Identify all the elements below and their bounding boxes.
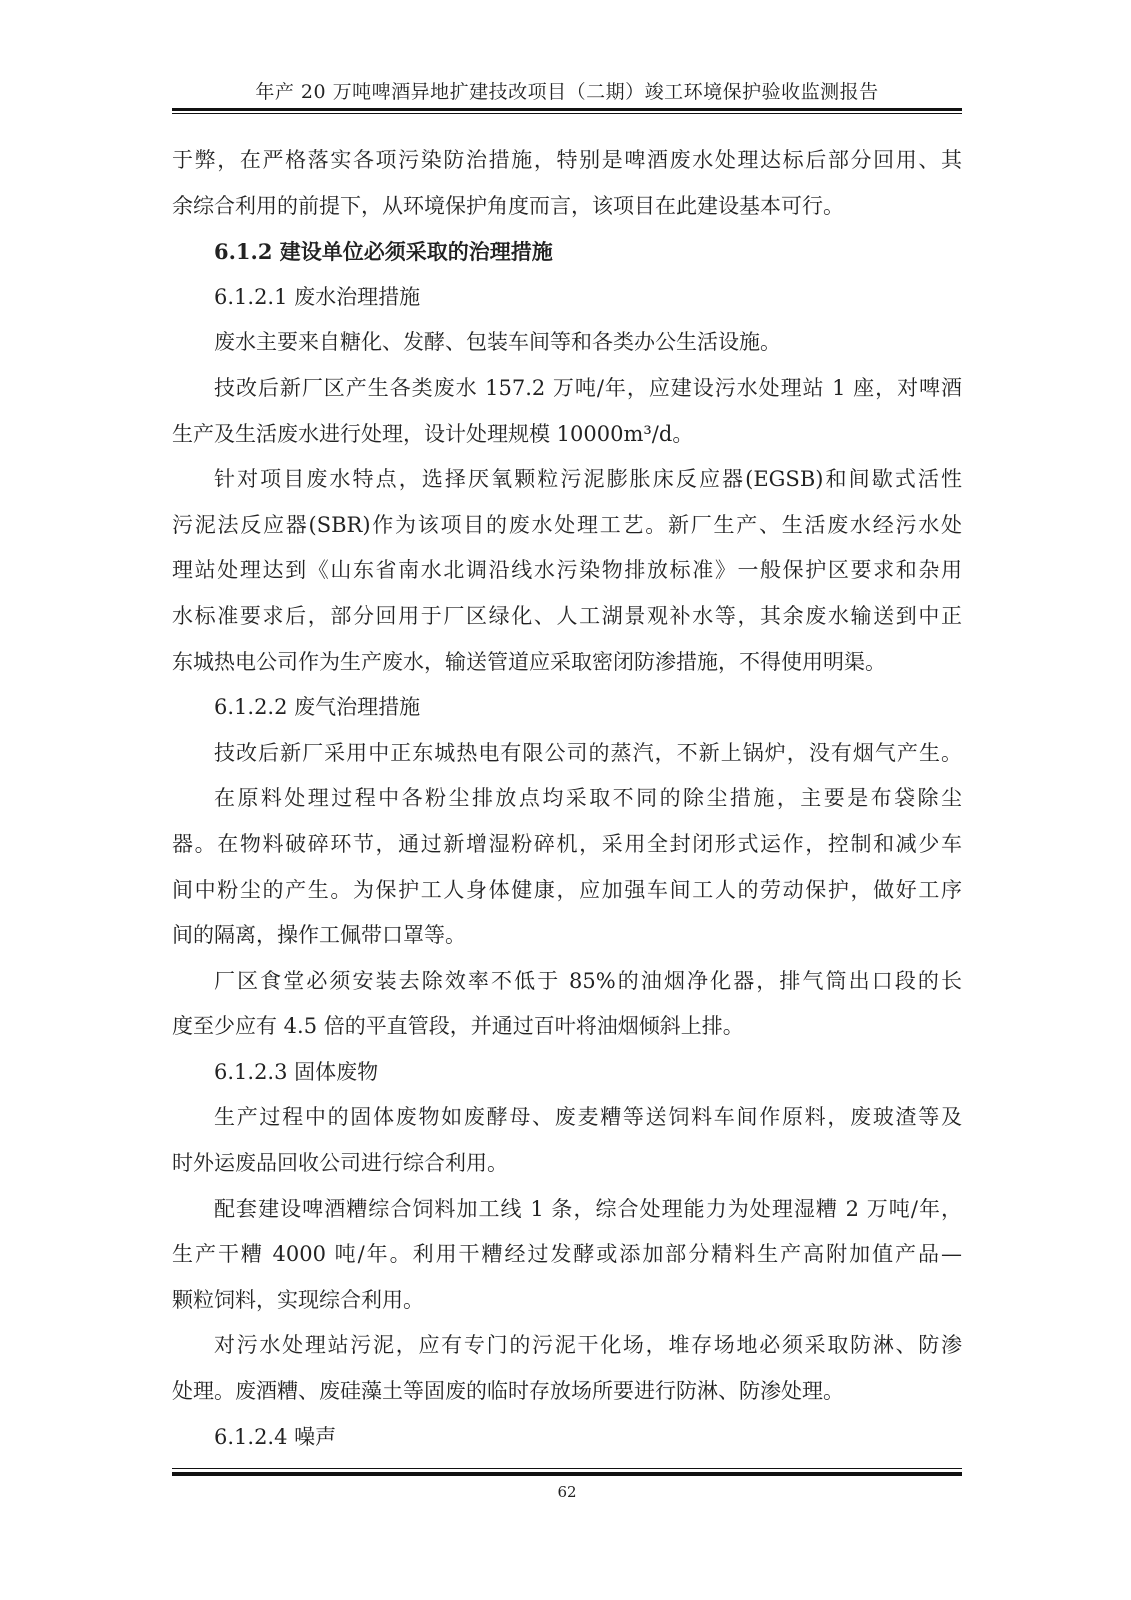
text-line: 理站处理达到《山东省南水北调沿线水污染物排放标准》一般保护区要求和杂用	[172, 558, 962, 583]
subsection-heading: 6.1.2.3 固体废物	[214, 1059, 379, 1084]
text-line: 间的隔离，操作工佩带口罩等。	[172, 923, 466, 948]
text-line: 废水主要来自糖化、发酵、包装车间等和各类办公生活设施。	[214, 330, 781, 355]
text-line: 生产过程中的固体废物如废酵母、废麦糟等送饲料车间作原料，废玻渣等及	[214, 1105, 962, 1130]
text-line: 度至少应有 4.5 倍的平直管段，并通过百叶将油烟倾斜上排。	[172, 1014, 744, 1039]
page-header: 年产 20 万吨啤酒异地扩建技改项目（二期）竣工环境保护验收监测报告	[255, 81, 879, 103]
text-line: 颗粒饲料，实现综合利用。	[172, 1287, 424, 1312]
body-text	[172, 138, 962, 1460]
text-line: 生产干糟 4000 吨/年。利用干糟经过发酵或添加部分精料生产高附加值产品—	[172, 1242, 962, 1267]
text-line: 时外运废品回收公司进行综合利用。	[172, 1151, 508, 1176]
text-line: 在原料处理过程中各粉尘排放点均采取不同的除尘措施，主要是布袋除尘	[214, 786, 962, 811]
text-line: 对污水处理站污泥，应有专门的污泥干化场，堆存场地必须采取防淋、防渗	[214, 1333, 962, 1358]
text-line: 厂区食堂必须安装去除效率不低于 85%的油烟净化器，排气筒出口段的长	[214, 968, 962, 993]
text-line: 余综合利用的前提下，从环境保护角度而言，该项目在此建设基本可行。	[172, 193, 844, 218]
footer-rule-thin	[172, 1468, 962, 1469]
page-number: 62	[557, 1483, 577, 1501]
text-line: 技改后新厂采用中正东城热电有限公司的蒸汽，不新上锅炉，没有烟气产生。	[214, 740, 962, 765]
subsection-heading: 6.1.2.4 噪声	[214, 1424, 337, 1449]
text-line: 东城热电公司作为生产废水，输送管道应采取密闭防渗措施，不得使用明渠。	[172, 649, 886, 674]
subsection-heading: 6.1.2.1 废水治理措施	[214, 284, 421, 309]
text-line: 技改后新厂区产生各类废水 157.2 万吨/年，应建设污水处理站 1 座，对啤酒	[214, 375, 962, 400]
header-rule-thin	[172, 113, 962, 114]
text-line: 器。在物料破碎环节，通过新增湿粉碎机，采用全封闭形式运作，控制和减少车	[172, 831, 962, 856]
section-heading: 6.1.2 建设单位必须采取的治理措施	[214, 239, 553, 265]
text-line: 生产及生活废水进行处理，设计处理规模 10000m³/d。	[172, 421, 694, 446]
text-line: 间中粉尘的产生。为保护工人身体健康，应加强车间工人的劳动保护，做好工序	[172, 877, 962, 902]
header-rule	[172, 108, 962, 111]
text-line: 针对项目废水特点，选择厌氧颗粒污泥膨胀床反应器(EGSB)和间歇式活性	[214, 467, 962, 492]
text-line: 水标准要求后，部分回用于厂区绿化、人工湖景观补水等，其余废水输送到中正	[172, 603, 962, 628]
text-line: 配套建设啤酒糟综合饲料加工线 1 条，综合处理能力为处理湿糟 2 万吨/年，	[214, 1196, 962, 1221]
text-line: 于弊，在严格落实各项污染防治措施，特别是啤酒废水处理达标后部分回用、其	[172, 148, 962, 172]
subsection-heading: 6.1.2.2 废气治理措施	[214, 695, 421, 720]
footer-rule	[172, 1472, 962, 1476]
text-line: 污泥法反应器(SBR)作为该项目的废水处理工艺。新厂生产、生活废水经污水处	[172, 512, 962, 537]
text-line: 处理。废酒糟、废硅藻土等固废的临时存放场所要进行防淋、防渗处理。	[172, 1379, 844, 1404]
